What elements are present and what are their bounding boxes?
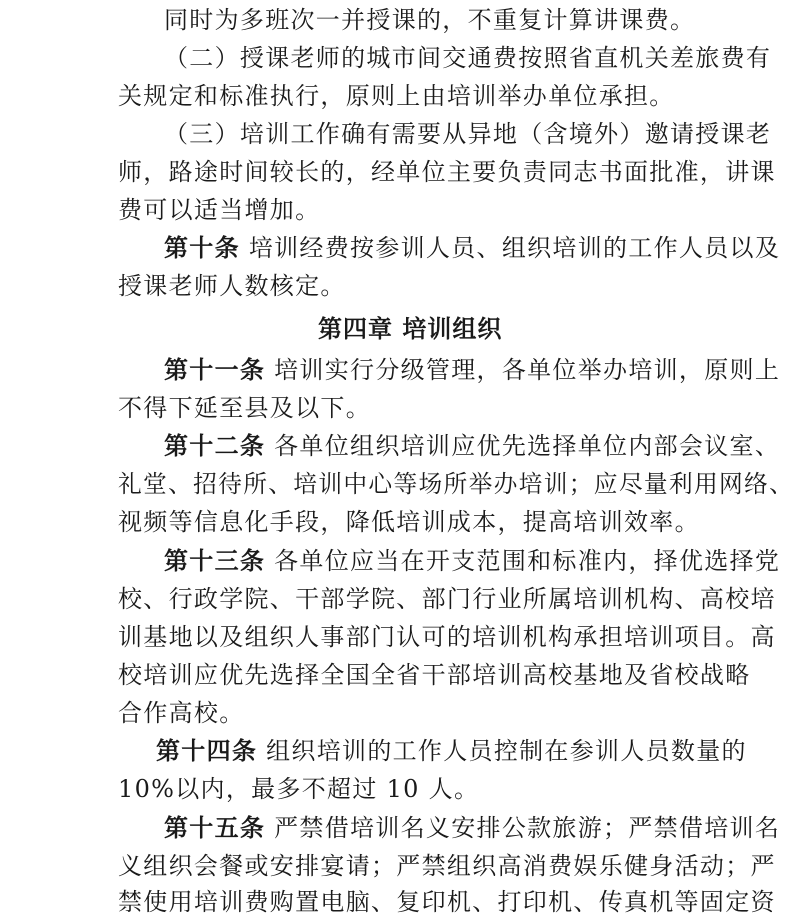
line-text: 同时为多班次一并授课的，不重复计算讲课费。 [164, 6, 696, 34]
line-text: 各单位应当在开支范围和标准内，择优选择党 [265, 547, 781, 575]
line-text: （三）培训工作确有需要从异地（含境外）邀请授课老 [164, 120, 772, 148]
line-text: 不得下延至县及以下。 [118, 394, 371, 422]
text-line [118, 773, 479, 805]
text-line [164, 118, 771, 150]
line-text: 培训经费按参训人员、组织培训的工作人员以及 [239, 234, 781, 262]
line-text: 训基地以及组织人事部门认可的培训机构承担培训项目。高 [118, 623, 776, 651]
text-line [164, 42, 771, 74]
line-text: 合作高校。 [118, 699, 245, 727]
line-text: （二）授课老师的城市间交通费按照省直机关差旅费有 [164, 44, 772, 72]
article-number: 第十四条 [156, 737, 258, 765]
article-number: 第十二条 [164, 432, 266, 460]
line-text: 视频等信息化手段，降低培训成本，提高培训效率。 [118, 508, 700, 536]
text-line [118, 270, 346, 302]
line-text: 礼堂、招待所、培训中心等场所举办培训；应尽量利用网络、 [118, 470, 795, 498]
text-line [118, 80, 675, 112]
text-line [118, 886, 776, 918]
text-line [164, 812, 780, 844]
line-text: 第四章 培训组织 [318, 315, 503, 343]
line-text: 组织培训的工作人员控制在参训人员数量的 [257, 737, 747, 765]
text-line [118, 194, 320, 226]
text-line [118, 659, 751, 691]
text-line [164, 354, 780, 386]
text-line [118, 697, 245, 729]
text-line [118, 468, 794, 500]
text-line [118, 392, 371, 424]
line-text: 授课老师人数核定。 [118, 272, 346, 300]
text-line [156, 735, 747, 767]
line-text: 各单位组织培训应优先选择单位内部会议室、 [265, 432, 781, 460]
text-line [164, 232, 780, 264]
text-line [118, 506, 700, 538]
line-text: 师，路途时间较长的，经单位主要负责同志书面批准，讲课 [118, 158, 776, 186]
line-text: 关规定和标准执行，原则上由培训举办单位承担。 [118, 82, 675, 110]
line-text: 禁使用培训费购置电脑、复印机、打印机、传真机等固定资 [118, 888, 776, 916]
line-text: 费可以适当增加。 [118, 196, 321, 224]
text-line [118, 583, 776, 615]
text-line [164, 545, 780, 577]
text-line [164, 4, 695, 36]
text-line [164, 430, 780, 462]
line-text: 10%以内，最多不超过 10 人。 [118, 775, 480, 803]
line-text: 校培训应优先选择全国全省干部培训高校基地及省校战略 [118, 661, 751, 689]
line-text: 培训实行分级管理，各单位举办培训，原则上 [265, 356, 781, 384]
article-number: 第十三条 [164, 547, 266, 575]
line-text: 严禁借培训名义安排公款旅游；严禁借培训名 [265, 814, 781, 842]
line-text: 校、行政学院、干部学院、部门行业所属培训机构、高校培 [118, 585, 776, 613]
chapter-heading [318, 313, 502, 345]
article-number: 第十条 [164, 234, 240, 262]
text-line [118, 156, 776, 188]
article-number: 第十五条 [164, 814, 266, 842]
article-number: 第十一条 [164, 356, 266, 384]
line-text: 义组织会餐或安排宴请；严禁组织高消费娱乐健身活动；严 [118, 852, 776, 880]
text-line [118, 621, 776, 653]
text-line [118, 850, 776, 882]
